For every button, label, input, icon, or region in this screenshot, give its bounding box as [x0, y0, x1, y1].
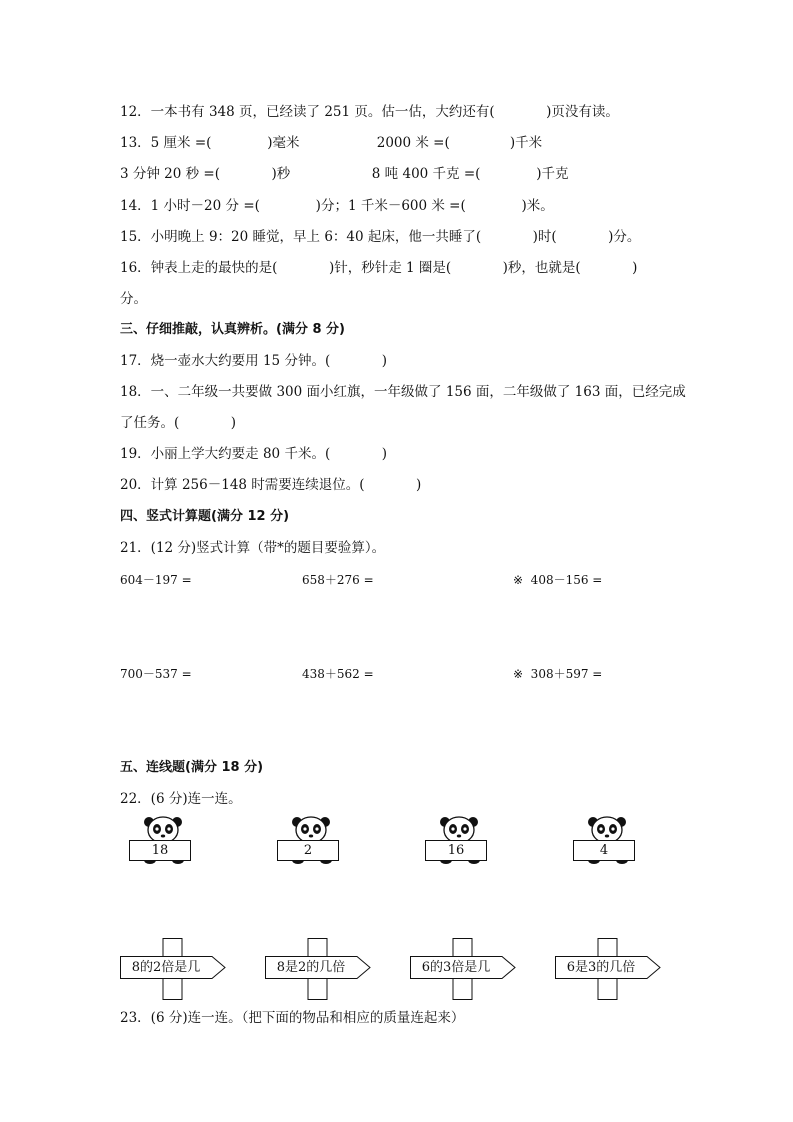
question-18: 18．一、二年级一共要做 300 面小红旗，一年级做了 156 面，二年级做了 163 面，已经完成: [120, 384, 686, 400]
section-3-heading: 三、仔细推敲，认真辨析。(满分 8 分): [120, 322, 345, 337]
question-16-cont: 分。: [120, 291, 147, 307]
question-19: 19．小丽上学大约要走 80 千米。( ): [120, 446, 387, 462]
question-14: 14．1 小时－20 分 =( )分；1 千米－600 米 =( )米。: [120, 198, 554, 214]
question-22: 22．(6 分)连一连。: [120, 791, 242, 807]
arrow-label: 8是2的几倍: [276, 960, 346, 975]
arrow-card-3[interactable]: [410, 938, 516, 1000]
panda-number: 4: [573, 840, 635, 861]
question-23: 23．(6 分)连一连。（把下面的物品和相应的质量连起来）: [120, 1010, 465, 1026]
panda-card-4[interactable]: [573, 816, 637, 868]
question-13-b: 3 分钟 20 秒 =( )秒 8 吨 400 千克 =( )千克: [120, 166, 569, 182]
question-21: 21．(12 分)竖式计算（带*的题目要验算）。: [120, 540, 386, 556]
panda-number: 2: [277, 840, 339, 861]
arrow-label: 6的3倍是几: [421, 960, 491, 975]
arrow-card-2[interactable]: [265, 938, 371, 1000]
question-17: 17．烧一壶水大约要用 15 分钟。( ): [120, 353, 387, 369]
question-16: 16．钟表上走的最快的是( )针，秒针走 1 圈是( )秒，也就是( ): [120, 260, 638, 276]
panda-number: 16: [425, 840, 487, 861]
section-5-heading: 五、连线题(满分 18 分): [120, 760, 264, 775]
arrow-label: 6是3的几倍: [566, 960, 636, 975]
calc-6: ※ 308＋597 =: [513, 667, 603, 681]
arrow-card-1[interactable]: [120, 938, 226, 1000]
question-18-cont: 了任务。( ): [120, 415, 237, 431]
section-4-heading: 四、竖式计算题(满分 12 分): [120, 509, 290, 524]
arrow-card-4[interactable]: [555, 938, 661, 1000]
question-15: 15．小明晚上 9：20 睡觉，早上 6：40 起床，他一共睡了( )时( )分。: [120, 229, 641, 245]
calc-5: 438＋562 =: [302, 667, 374, 681]
calc-1: 604－197 =: [120, 573, 192, 587]
panda-card-2[interactable]: [277, 816, 341, 868]
panda-number: 18: [129, 840, 191, 861]
panda-card-1[interactable]: [129, 816, 193, 868]
calc-3: ※ 408－156 =: [513, 573, 603, 587]
calc-4: 700－537 =: [120, 667, 192, 681]
question-20: 20．计算 256－148 时需要连续退位。( ): [120, 477, 422, 493]
arrow-label: 8的2倍是几: [131, 960, 201, 975]
calc-2: 658＋276 =: [302, 573, 374, 587]
question-12: 12．一本书有 348 页，已经读了 251 页。估一估，大约还有( )页没有读。: [120, 104, 619, 120]
question-13-a: 13．5 厘米 =( )毫米 2000 米 =( )千米: [120, 135, 543, 151]
panda-card-3[interactable]: [425, 816, 489, 868]
